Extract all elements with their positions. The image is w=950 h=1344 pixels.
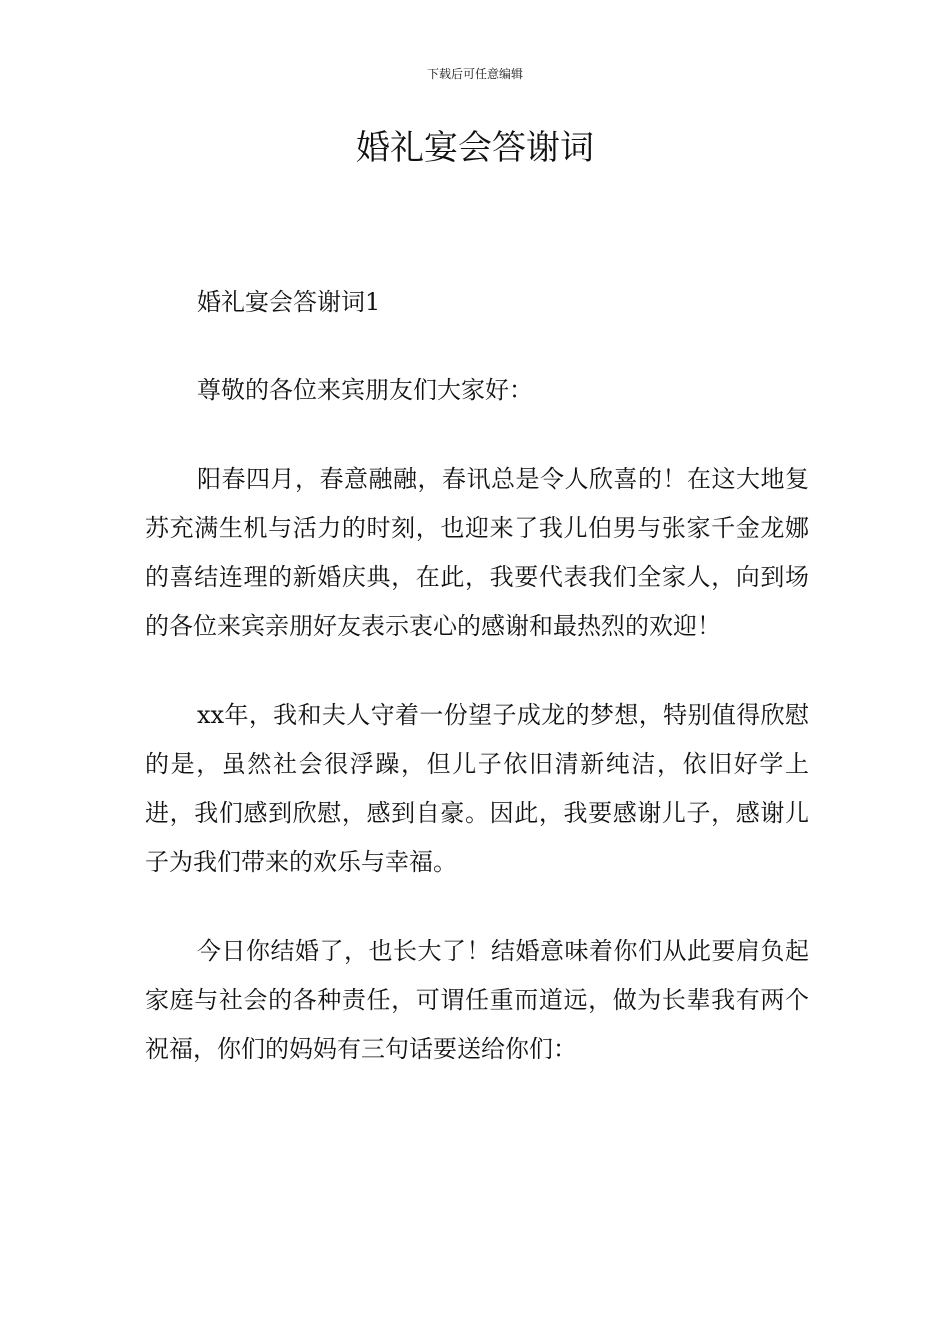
section-heading: 婚礼宴会答谢词1 xyxy=(197,288,381,316)
body-paragraph: xx年，我和夫人守着一份望子成龙的梦想，特别值得欣慰的是，虽然社会很浮躁，但儿子依旧清新纯洁，依旧好学上进，我们感到欣慰，感到自豪。因此，我要感谢儿子，感谢儿子为我们带来的欢乐与幸福。 xyxy=(145,701,809,876)
body-paragraph: 今日你结婚了，也长大了！结婚意味着你们从此要肩负起家庭与社会的各种责任，可谓任重而道远，做为长辈我有两个祝福，你们的妈妈有三句话要送给你们： xyxy=(145,937,809,1063)
greeting-paragraph: 尊敬的各位来宾朋友们大家好： xyxy=(197,376,533,404)
body-paragraph: 阳春四月，春意融融，春讯总是令人欣喜的！在这大地复苏充满生机与活力的时刻，也迎来了我儿伯男与张家千金龙娜的喜结连理的新婚庆典，在此，我要代表我们全家人，向到场的各位来宾亲朋好友表示衷心的感谢和最热烈的欢迎！ xyxy=(145,465,809,640)
document-title: 婚礼宴会答谢词 xyxy=(356,128,594,168)
header-note: 下载后可任意编辑 xyxy=(426,67,523,81)
document-body xyxy=(145,278,809,1114)
